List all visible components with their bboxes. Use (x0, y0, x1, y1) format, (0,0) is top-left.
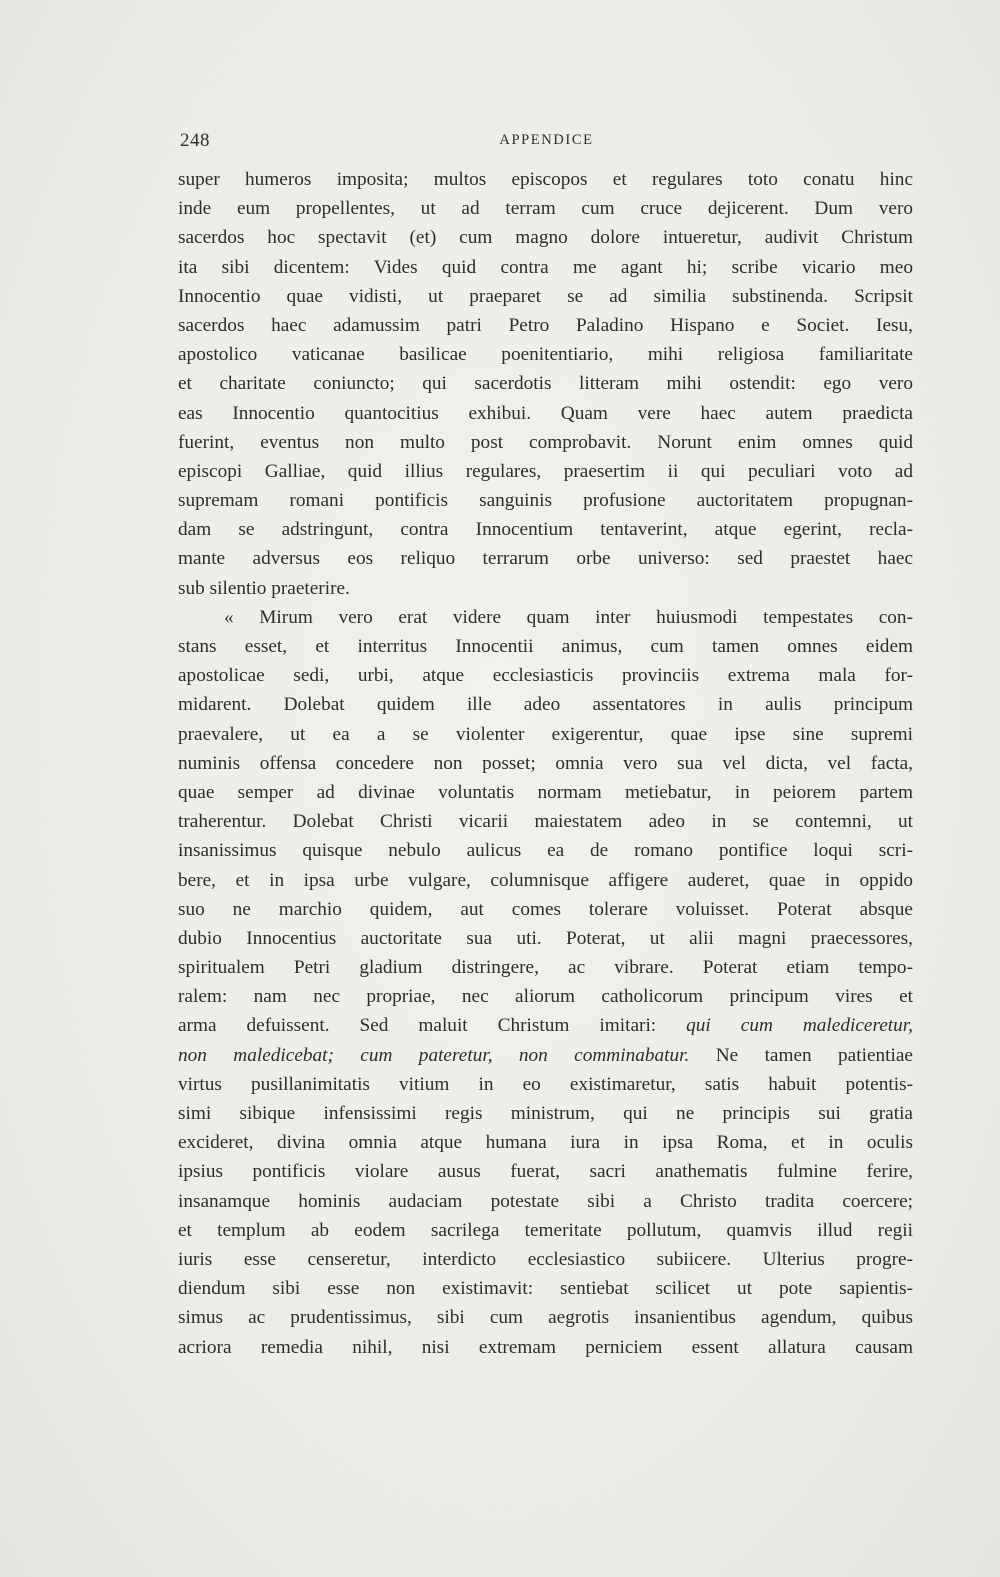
text-line: diendum sibi esse non existimavit: sentiebat scilicet ut pote sapientis- (178, 1278, 913, 1300)
text-line: virtus pusillanimitatis vitium in eo existimaretur, satis habuit potentis- (178, 1073, 913, 1095)
text-line: mante adversus eos reliquo terrarum orbe universo: sed praestet haec (178, 548, 913, 570)
text-line: super humeros imposita; multos episcopos et regulares toto conatu hinc (178, 169, 913, 190)
text-line: simus ac prudentissimus, sibi cum aegrotis insanientibus agendum, quibus (178, 1307, 913, 1329)
text-line: acriora remedia nihil, nisi extremam perniciem essent allatura causam (178, 1336, 913, 1358)
italic-quote: qui cum malediceretur, (686, 1015, 913, 1037)
text-line: numinis offensa concedere non posset; omnia vero sua vel dicta, vel facta, (178, 752, 913, 774)
italic-quote: non maledicebat; cum pateretur, non comminabatur. (178, 1044, 690, 1066)
text-line: ita sibi dicentem: Vides quid contra me agant hi; scribe vicario meo (178, 256, 913, 278)
text-line: et charitate coniuncto; qui sacerdotis litteram mihi ostendit: ego vero (178, 373, 913, 395)
text-line: inde eum propellentes, ut ad terram cum cruce dejicerent. Dum vero (178, 198, 913, 220)
text-line: stans esset, et interritus Innocentii animus, cum tamen omnes eidem (178, 636, 913, 657)
text-line: sub silentio praeterire. (178, 577, 350, 599)
text-line: insanissimus quisque nebulo aulicus ea de romano pontifice loqui scri- (178, 840, 913, 862)
text-line: apostolicae sedi, urbi, atque ecclesiasticis provinciis extrema mala for- (178, 665, 913, 687)
text-line-with-italic (178, 1011, 913, 1040)
text-line: et templum ab eodem sacrilega temeritate pollutum, quamvis illud regii (178, 1219, 913, 1241)
body-text (178, 165, 913, 1362)
text-line: ralem: nam nec propriae, nec aliorum catholicorum principum vires et (178, 986, 913, 1008)
section-title: APPENDICE (499, 132, 594, 148)
running-head (180, 130, 913, 156)
text-line: episcopi Galliae, quid illius regulares, praesertim ii qui peculiari voto ad (178, 460, 913, 482)
text-line: traherentur. Dolebat Christi vicarii maiestatem adeo in se contemni, ut (178, 811, 913, 833)
text-line: simi sibique infensissimi regis ministrum, qui ne principis sui gratia (178, 1103, 913, 1124)
text-line: fuerint, eventus non multo post comprobavit. Norunt enim omnes quid (178, 431, 913, 453)
text-segment: arma defuissent. Sed maluit Christum imitari: (178, 1015, 657, 1037)
text-line: excideret, divina omnia atque humana iura in ipsa Roma, et in oculis (178, 1132, 913, 1154)
text-line: eas Innocentio quantocitius exhibui. Quam vere haec autem praedicta (178, 402, 913, 424)
text-line: apostolico vaticanae basilicae poenitentiario, mihi religiosa familiaritate (178, 344, 913, 366)
text-line: dubio Innocentius auctoritate sua uti. Poterat, ut alii magni praecessores, (178, 927, 913, 949)
text-line: « Mirum vero erat videre quam inter huiusmodi tempestates con- (224, 606, 913, 628)
text-line: praevalere, ut ea a se violenter exigerentur, quae ipse sine supremi (178, 723, 913, 745)
text-line: sacerdos haec adamussim patri Petro Paladino Hispano e Societ. Iesu, (178, 314, 913, 336)
text-line: midarent. Dolebat quidem ille adeo assentatores in aulis principum (178, 694, 913, 716)
text-line-with-italic (178, 1041, 913, 1070)
text-line: ipsius pontificis violare ausus fuerat, sacri anathematis fulmine ferire, (178, 1161, 913, 1183)
text-line: iuris esse censeretur, interdicto ecclesiastico subiicere. Ulterius progre- (178, 1248, 913, 1270)
text-line: spiritualem Petri gladium distringere, ac vibrare. Poterat etiam tempo- (178, 957, 913, 979)
text-line: sacerdos hoc spectavit (et) cum magno dolore intueretur, audivit Christum (178, 227, 913, 249)
page-number: 248 (180, 130, 210, 151)
text-line: suo ne marchio quidem, aut comes tolerare voluisset. Poterat absque (178, 898, 913, 920)
text-line: insanamque hominis audaciam potestate sibi a Christo tradita coercere; (178, 1190, 913, 1212)
text-line: supremam romani pontificis sanguinis profusione auctoritatem propugnan- (178, 490, 913, 512)
text-segment: Ne tamen patientiae (715, 1044, 913, 1066)
text-line: Innocentio quae vidisti, ut praeparet se ad similia substinenda. Scripsit (178, 285, 913, 307)
text-line: bere, et in ipsa urbe vulgare, columnisque affigere auderet, quae in oppido (178, 869, 913, 891)
text-line: dam se adstringunt, contra Innocentium tentaverint, atque egerint, recla- (178, 519, 913, 541)
text-line: quae semper ad divinae voluntatis normam metiebatur, in peiorem partem (178, 781, 913, 803)
